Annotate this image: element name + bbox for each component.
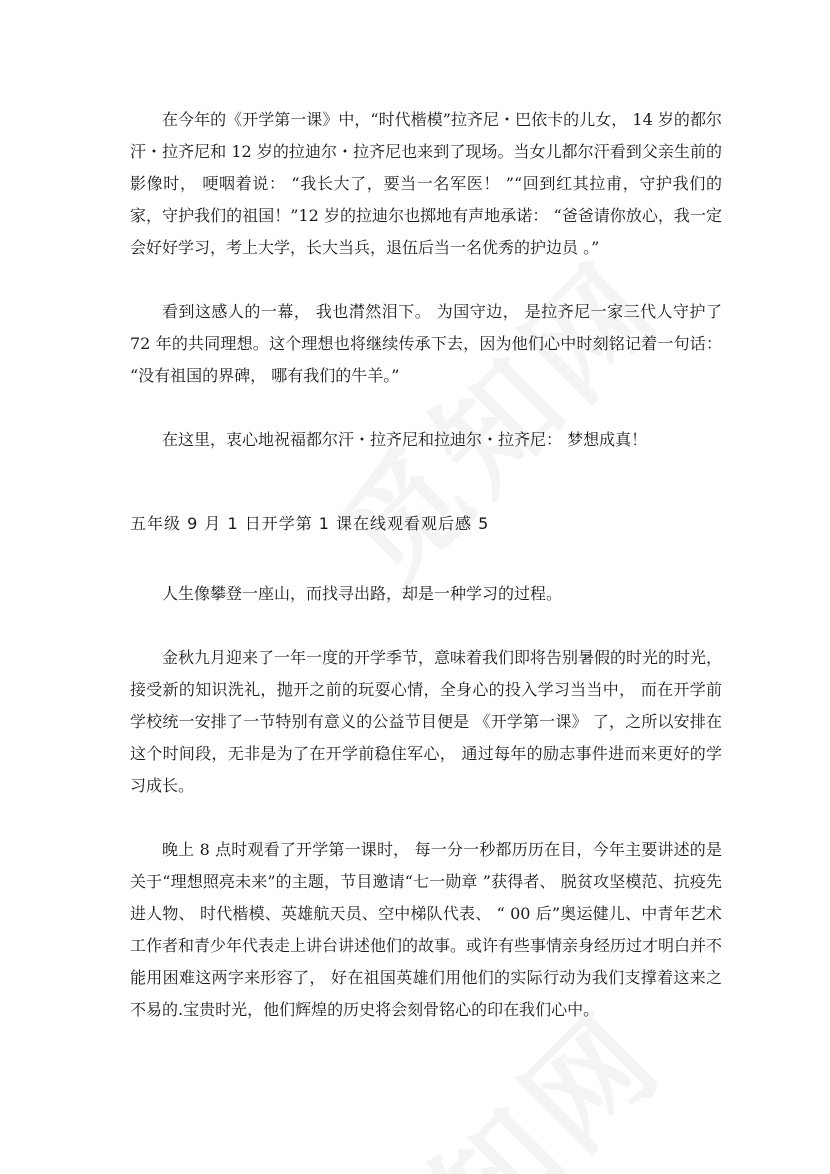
- paragraph: 晚上 8 点时观看了开学第一课时， 每一分一秒都历历在目，今年主要讲述的是关于“理想照亮未来”的主题，节目邀请“七一勋章 ”获得者、 脱贫攻坚模范、抗疫先进人物、 时代楷模、英雄航天员、空中梯队代表、 “ 00 后”奥运健儿、中青年艺术工作者和青少年代表走上讲台讲述他们的故事。或许有些事情亲身经历过才明白并不能用困难这两字来形容了， 好在祖国英雄们用他们的实际行动为我们支撑着这来之不易的.宝贵时光，他们辉煌的历史将会刻骨铭心的印在我们心中。: [130, 840, 723, 1019]
- paragraph: 看到这感人的一幕， 我也潸然泪下。 为国守边， 是拉齐尼一家三代人守护了 72 年的共同理想。这个理想也将继续传承下去，因为他们心中时刻铭记着一句话： “没有祖国的界碑， 哪有我们的牛羊。”: [130, 302, 722, 385]
- paragraph: 人生像攀登一座山，而找寻出路，却是一种学习的过程。: [162, 584, 563, 603]
- paragraph: 在这里，衷心地祝福都尔汗・拉齐尼和拉迪尔・拉齐尼： 梦想成真！: [162, 430, 648, 449]
- section-heading: 五年级 9 月 1 日开学第 1 课在线观看观后感 5: [130, 514, 490, 533]
- paragraph: 在今年的《开学第一课》中，“时代楷模”拉齐尼・巴依卡的儿女， 14 岁的都尔汗・拉齐尼和 12 岁的拉迪尔・拉齐尼也来到了现场。当女儿都尔汗看到父亲生前的影像时， 哽咽着说： “我长大了，要当一名军医！ ”“回到红其拉甫，守护我们的家，守护我们的祖国！”12 岁的拉迪尔也掷地有声地承诺： “爸爸请你放心，我一定会好好学习，考上大学，长大当兵，退伍后当一名优秀的护边员 。”: [130, 110, 722, 257]
- document-body: [130, 104, 722, 1058]
- paragraph: 金秋九月迎来了一年一度的开学季节，意味着我们即将告别暑假的时光的时光，接受新的知识洗礼，抛开之前的玩耍心情，全身心的投入学习当当中， 而在开学前学校统一安排了一节特别有意义的公益节目便是 《开学第一课》 了，之所以安排在这个时间段，无非是为了在开学前稳住军心， 通过每年的励志事件进而来更好的学习成长。: [130, 648, 723, 795]
